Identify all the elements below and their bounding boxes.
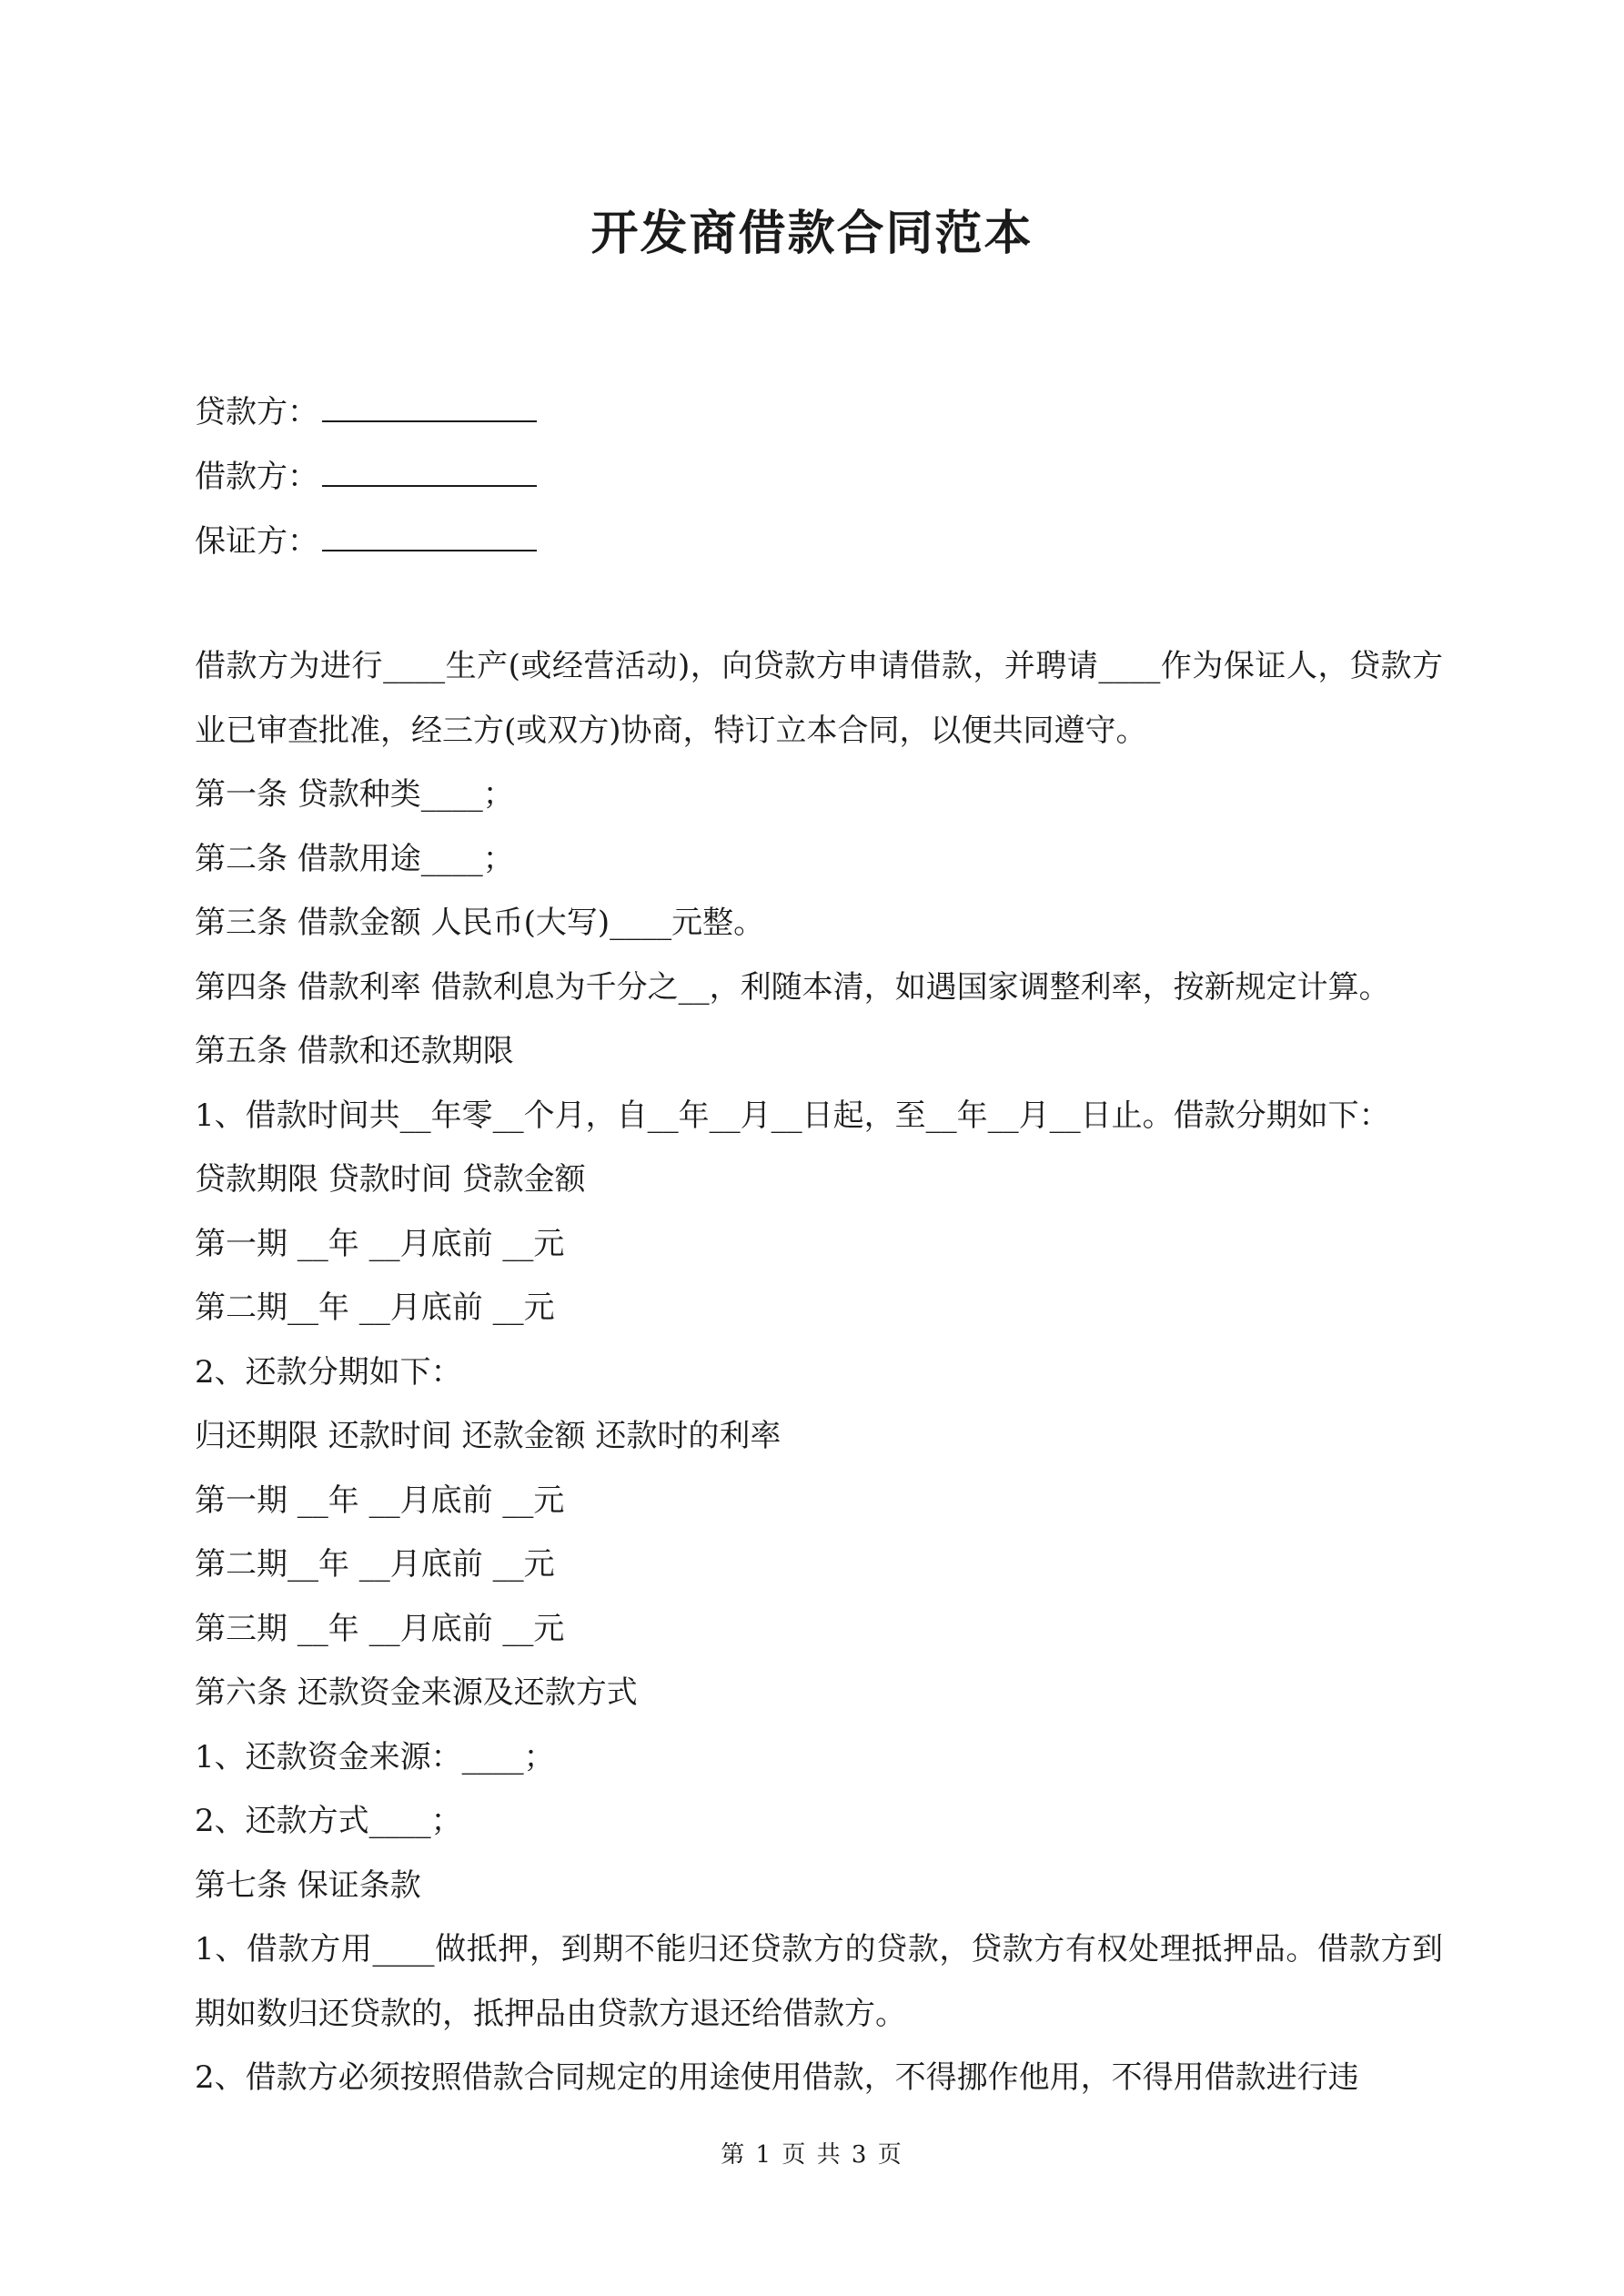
- party-borrower: [195, 445, 537, 510]
- party-label: 借款方：: [195, 459, 318, 495]
- article-7-item-2: 2、借款方必须按照借款合同规定的用途使用借款，不得挪作他用，不得用借款进行违: [195, 2059, 1359, 2096]
- party-guarantor: [195, 510, 537, 574]
- article-7-item-1: 1、借款方用____做抵押，到期不能归还贷款方的贷款，贷款方有权处理抵押品。借款方到期如数归还贷款的，抵押品由贷款方退还给借款方。: [195, 1931, 1443, 2032]
- loan-schedule-row: 第二期__年 __月底前 __元: [195, 1290, 555, 1326]
- party-label: 保证方：: [195, 523, 318, 560]
- article-6-item-2: 2、还款方式____；: [195, 1803, 462, 1839]
- article-5-item-1: 1、借款时间共__年零__个月，自__年__月__日起，至__年__月__日止。借款分期如下：: [195, 1097, 1390, 1134]
- article-5: 第五条 借款和还款期限: [195, 1033, 514, 1069]
- page-footer: 第 1 页 共 3 页: [721, 2141, 903, 2169]
- article-1: 第一条 贷款种类____；: [195, 776, 514, 813]
- fill-in-blank: [322, 461, 537, 487]
- party-label: 贷款方：: [195, 394, 318, 430]
- preamble-paragraph: 借款方为进行____生产(或经营活动)，向贷款方申请借款，并聘请____作为保证人，贷款方业已审查批准，经三方(或双方)协商，特订立本合同，以便共同遵守。: [195, 648, 1443, 749]
- document-title: 开发商借款合同范本: [590, 206, 1034, 261]
- article-6: 第六条 还款资金来源及还款方式: [195, 1674, 638, 1711]
- contract-body: [195, 634, 1443, 2110]
- fill-in-blank: [322, 526, 537, 551]
- article-6-item-1: 1、还款资金来源：____；: [195, 1738, 555, 1775]
- loan-schedule-header: 贷款期限 贷款时间 贷款金额: [195, 1161, 586, 1198]
- party-lender: [195, 380, 537, 445]
- party-list: [195, 380, 537, 574]
- repayment-schedule-header: 归还期限 还款时间 还款金额 还款时的利率: [195, 1418, 782, 1454]
- article-7: 第七条 保证条款: [195, 1866, 421, 1904]
- article-3: 第三条 借款金额 人民币(大写)____元整。: [195, 905, 765, 941]
- article-4: 第四条 借款利率 借款利息为千分之__，利随本清，如遇国家调整利率，按新规定计算。: [195, 968, 1390, 1006]
- loan-schedule-row: 第一期 __年 __月底前 __元: [195, 1225, 565, 1262]
- article-2: 第二条 借款用途____；: [195, 840, 514, 877]
- article-5-item-2: 2、还款分期如下：: [195, 1353, 462, 1391]
- repayment-schedule-row: 第三期 __年 __月底前 __元: [195, 1610, 565, 1647]
- fill-in-blank: [322, 397, 537, 422]
- repayment-schedule-row: 第二期__年 __月底前 __元: [195, 1546, 555, 1583]
- repayment-schedule-row: 第一期 __年 __月底前 __元: [195, 1482, 565, 1519]
